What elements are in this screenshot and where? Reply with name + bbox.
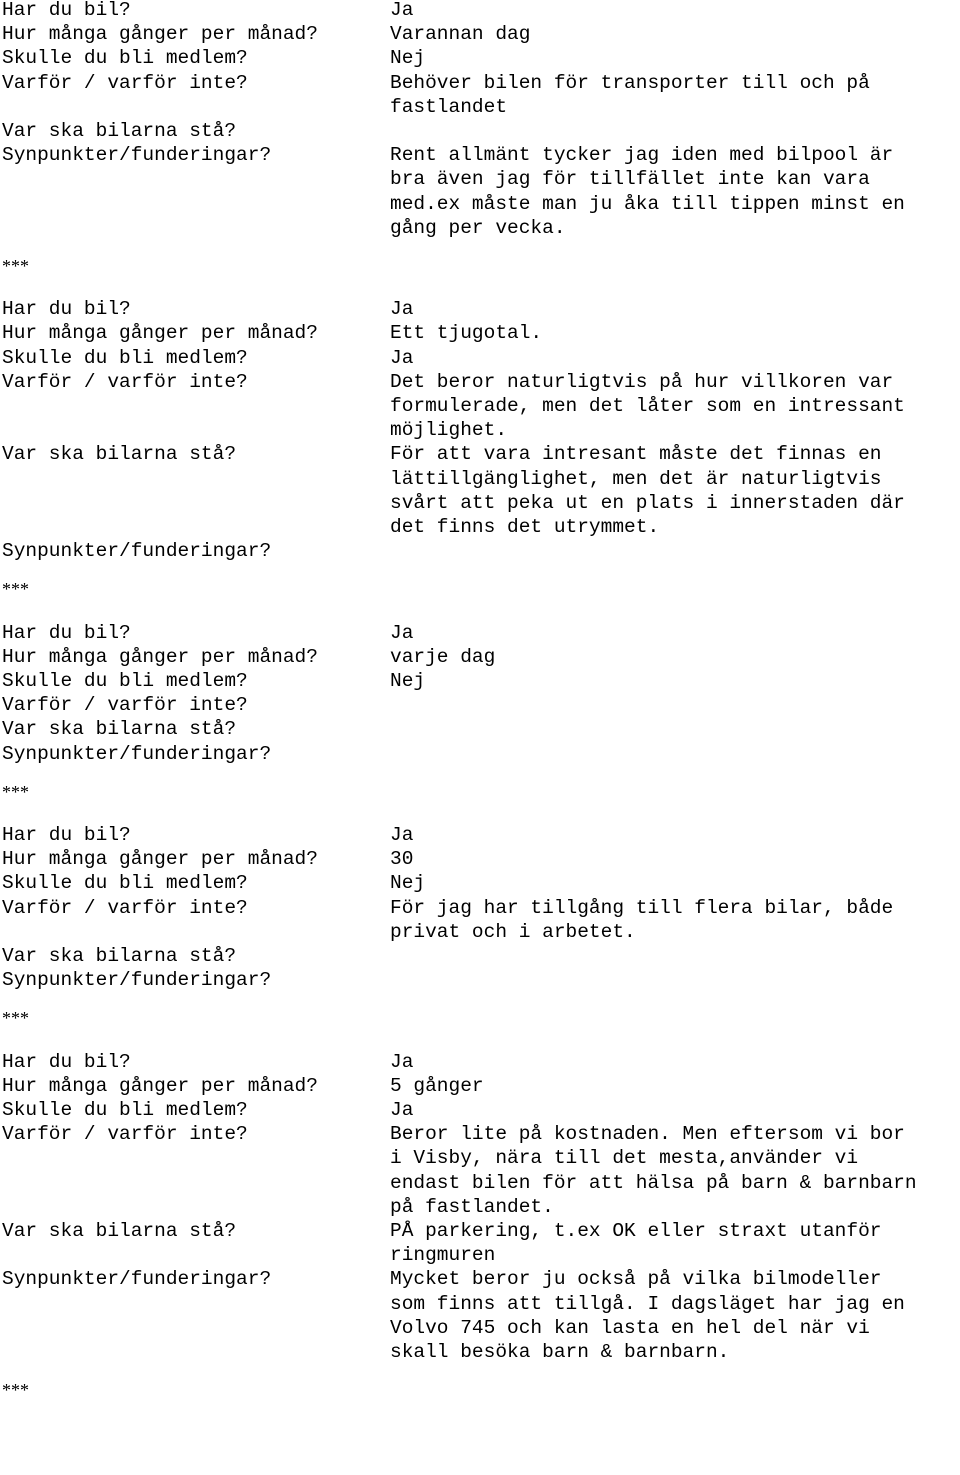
row-hur-manga [2, 645, 960, 669]
question-label: Var ska bilarna stå? [2, 945, 237, 968]
answer-value: Varannan dag [390, 23, 531, 46]
question-label: Varför / varför inte? [2, 694, 248, 717]
entry-separator: *** [2, 579, 29, 600]
question-label: Varför / varför inte? [2, 71, 248, 94]
row-varfor [2, 370, 960, 443]
row-synpunkter [2, 968, 960, 992]
question-label: Har du bil? [2, 1050, 131, 1073]
question-label: Synpunkter/funderingar? [2, 1268, 272, 1291]
answer-value: Beror lite på kostnaden. Men eftersom vi bor i Visby, nära till det mesta,använder vi endast bilen för att hälsa på barn & barnbarn på fastlandet. [390, 1123, 917, 1218]
question-label: Hur många gånger per månad? [2, 322, 318, 345]
question-label: Var ska bilarna stå? [2, 718, 237, 741]
answer-value: 30 [390, 848, 414, 871]
row-har-du-bil [2, 0, 960, 22]
entry-separator: *** [2, 1008, 29, 1029]
row-var-ska [2, 442, 960, 539]
entry-separator: *** [2, 781, 29, 802]
row-synpunkter [2, 742, 960, 766]
row-skulle-du [2, 46, 960, 70]
row-skulle-du [2, 1098, 960, 1122]
row-var-ska [2, 717, 960, 741]
question-label: Har du bil? [2, 298, 131, 321]
row-synpunkter [2, 539, 960, 563]
answer-value: varje dag [390, 645, 496, 668]
row-var-ska [2, 119, 960, 143]
response-entry [2, 823, 960, 992]
row-varfor [2, 693, 960, 717]
row-hur-manga [2, 22, 960, 46]
question-label: Varför / varför inte? [2, 370, 248, 393]
row-hur-manga [2, 1074, 960, 1098]
question-label: Synpunkter/funderingar? [2, 742, 272, 765]
answer-value: För jag har tillgång till flera bilar, både privat och i arbetet. [390, 896, 894, 943]
entry-separator: *** [2, 256, 29, 277]
answer-value: Nej [390, 47, 426, 70]
question-label: Har du bil? [2, 824, 131, 847]
answer-value: Ja [390, 824, 414, 847]
row-var-ska [2, 1219, 960, 1267]
question-label: Hur många gånger per månad? [2, 645, 318, 668]
answer-value: 5 gånger [390, 1074, 484, 1097]
question-label: Har du bil? [2, 0, 131, 21]
response-entry [2, 297, 960, 563]
response-entry [2, 0, 960, 240]
question-label: Synpunkter/funderingar? [2, 144, 272, 167]
answer-value: Behöver bilen för transporter till och på fastlandet [390, 71, 870, 118]
question-label: Var ska bilarna stå? [2, 120, 237, 143]
row-skulle-du [2, 669, 960, 693]
answer-value: Ett tjugotal. [390, 322, 543, 345]
survey-document [2, 0, 960, 1421]
question-label: Hur många gånger per månad? [2, 848, 318, 871]
question-label: Skulle du bli medlem? [2, 1099, 248, 1122]
row-skulle-du [2, 871, 960, 895]
row-varfor [2, 896, 960, 944]
question-label: Synpunkter/funderingar? [2, 969, 272, 992]
row-var-ska [2, 944, 960, 968]
question-label: Varför / varför inte? [2, 1123, 248, 1146]
response-entry [2, 1050, 960, 1365]
row-hur-manga [2, 321, 960, 345]
answer-value: Ja [390, 346, 414, 369]
answer-value: Nej [390, 670, 426, 693]
question-label: Var ska bilarna stå? [2, 1220, 237, 1243]
question-label: Har du bil? [2, 621, 131, 644]
answer-value: Ja [390, 1050, 414, 1073]
question-label: Synpunkter/funderingar? [2, 540, 272, 563]
row-har-du-bil [2, 823, 960, 847]
question-label: Skulle du bli medlem? [2, 346, 248, 369]
row-varfor [2, 1122, 960, 1219]
answer-value: Ja [390, 1099, 414, 1122]
answer-value: För att vara intresant måste det finnas en lättillgänglighet, men det är naturligtvis svårt att peka ut en plats i innerstaden där det finns det utrymmet. [390, 443, 905, 539]
answer-value: PÅ parkering, t.ex OK eller straxt utanför ringmuren [390, 1220, 882, 1267]
answer-value: Ja [390, 0, 414, 21]
answer-value: Rent allmänt tycker jag iden med bilpool är bra även jag för tillfället inte kan vara med.ex måste man ju åka till tippen minst en gång per vecka. [390, 144, 905, 239]
row-hur-manga [2, 847, 960, 871]
answer-value: Ja [390, 621, 414, 644]
question-label: Varför / varför inte? [2, 896, 248, 919]
row-synpunkter [2, 1267, 960, 1364]
answer-value: Ja [390, 298, 414, 321]
question-label: Skulle du bli medlem? [2, 872, 248, 895]
question-label: Hur många gånger per månad? [2, 23, 318, 46]
row-har-du-bil [2, 1050, 960, 1074]
row-har-du-bil [2, 297, 960, 321]
question-label: Var ska bilarna stå? [2, 443, 237, 466]
answer-value: Det beror naturligtvis på hur villkoren var formulerade, men det låter som en intressant möjlighet. [390, 370, 905, 442]
answer-value: Nej [390, 872, 426, 895]
entry-separator: *** [2, 1380, 29, 1401]
response-entry [2, 621, 960, 766]
row-skulle-du [2, 346, 960, 370]
question-label: Skulle du bli medlem? [2, 670, 248, 693]
row-varfor [2, 71, 960, 119]
question-label: Hur många gånger per månad? [2, 1074, 318, 1097]
row-har-du-bil [2, 621, 960, 645]
row-synpunkter [2, 143, 960, 240]
answer-value: Mycket beror ju också på vilka bilmodeller som finns att tillgå. I dagsläget har jag en Volvo 745 och kan lasta en hel del när vi skall besöka barn & barnbarn. [390, 1268, 905, 1364]
question-label: Skulle du bli medlem? [2, 47, 248, 70]
